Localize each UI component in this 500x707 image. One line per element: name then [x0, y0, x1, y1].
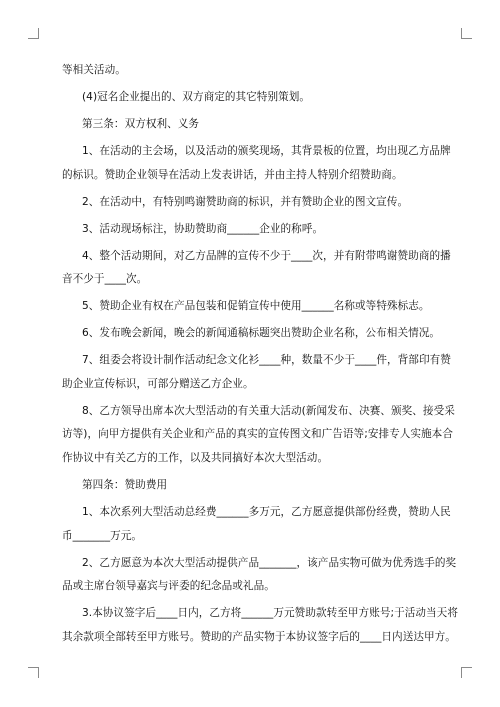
text-line: 其余款项全部转至甲方账号。赞助的产品实物于本协议签字后的____日内送达甲方。 — [62, 630, 456, 643]
text-line: 6、发布晚会新闻，晚会的新闻通稿标题突出赞助企业名称，公布相关情况。 — [82, 327, 441, 340]
text-line: (4)冠名企业提出的、双方商定的其它特别策划。 — [82, 91, 311, 103]
text-line: 音不少于____次。 — [62, 273, 148, 286]
crop-mark-top-left — [28, 28, 39, 39]
text-line: 5、赞助企业有权在产品包装和促销宣传中使用______名称或等特殊标志。 — [82, 300, 430, 313]
text-line: 作协议中有关乙方的工作，以及共同搞好本次大型活动。 — [62, 451, 329, 464]
text-line: 7、组委会将设计制作活动纪念文化衫____种，数量不少于____件，背部印有赞 — [82, 354, 451, 367]
crop-mark-top-right — [461, 28, 472, 39]
text-line: 3、活动现场标注，协助赞助商______企业的称呼。 — [82, 222, 324, 235]
document-body — [62, 63, 458, 645]
crop-mark-bottom-left — [28, 667, 39, 678]
text-line: 1、在活动的主会场，以及活动的颁奖现场，其背景板的位置，均出现乙方品牌 — [82, 145, 451, 157]
text-line: 品或主席台领导嘉宾与评委的纪念品或礼品。 — [62, 580, 275, 593]
text-line: 8、乙方领导出席本次大型活动的有关重大活动(新闻发布、决赛、颁奖、接受采 — [82, 404, 455, 417]
text-line: 等相关活动。 — [62, 64, 126, 76]
text-line: 助企业宣传标识，可部分赠送乙方企业。 — [62, 377, 254, 390]
text-line: 3.本协议签字后____日内，乙方将______万元赞助款转至甲方账号;于活动当天将 — [82, 607, 458, 620]
text-line: 访等)，向甲方提供有关企业和产品的真实的宣传图文和广告语等;安排专人实施本合 — [62, 428, 453, 441]
text-line: 币_______万元。 — [62, 529, 143, 542]
crop-mark-bottom-right — [461, 667, 472, 678]
text-line: 1、本次系列大型活动总经费______多万元，乙方愿意提供部份经费，赞助人民 — [82, 505, 451, 518]
text-line: 第四条：赞助费用 — [82, 478, 168, 491]
text-line: 的标识。赞助企业领导在活动上发表讲话，并由主持人特别介绍赞助商。 — [62, 168, 403, 181]
text-line: 2、在活动中，有特别鸣谢赞助商的标识，并有赞助企业的图文宣传。 — [82, 195, 409, 208]
text-line: 4、整个活动期间，对乙方品牌的宣传不少于____次，并有附带鸣谢赞助商的播 — [82, 249, 451, 262]
text-line: 2、乙方愿意为本次大型活动提供产品_______，该产品实物可做为优秀选手的奖 — [82, 556, 457, 569]
text-line: 第三条：双方权利、义务 — [82, 118, 200, 130]
